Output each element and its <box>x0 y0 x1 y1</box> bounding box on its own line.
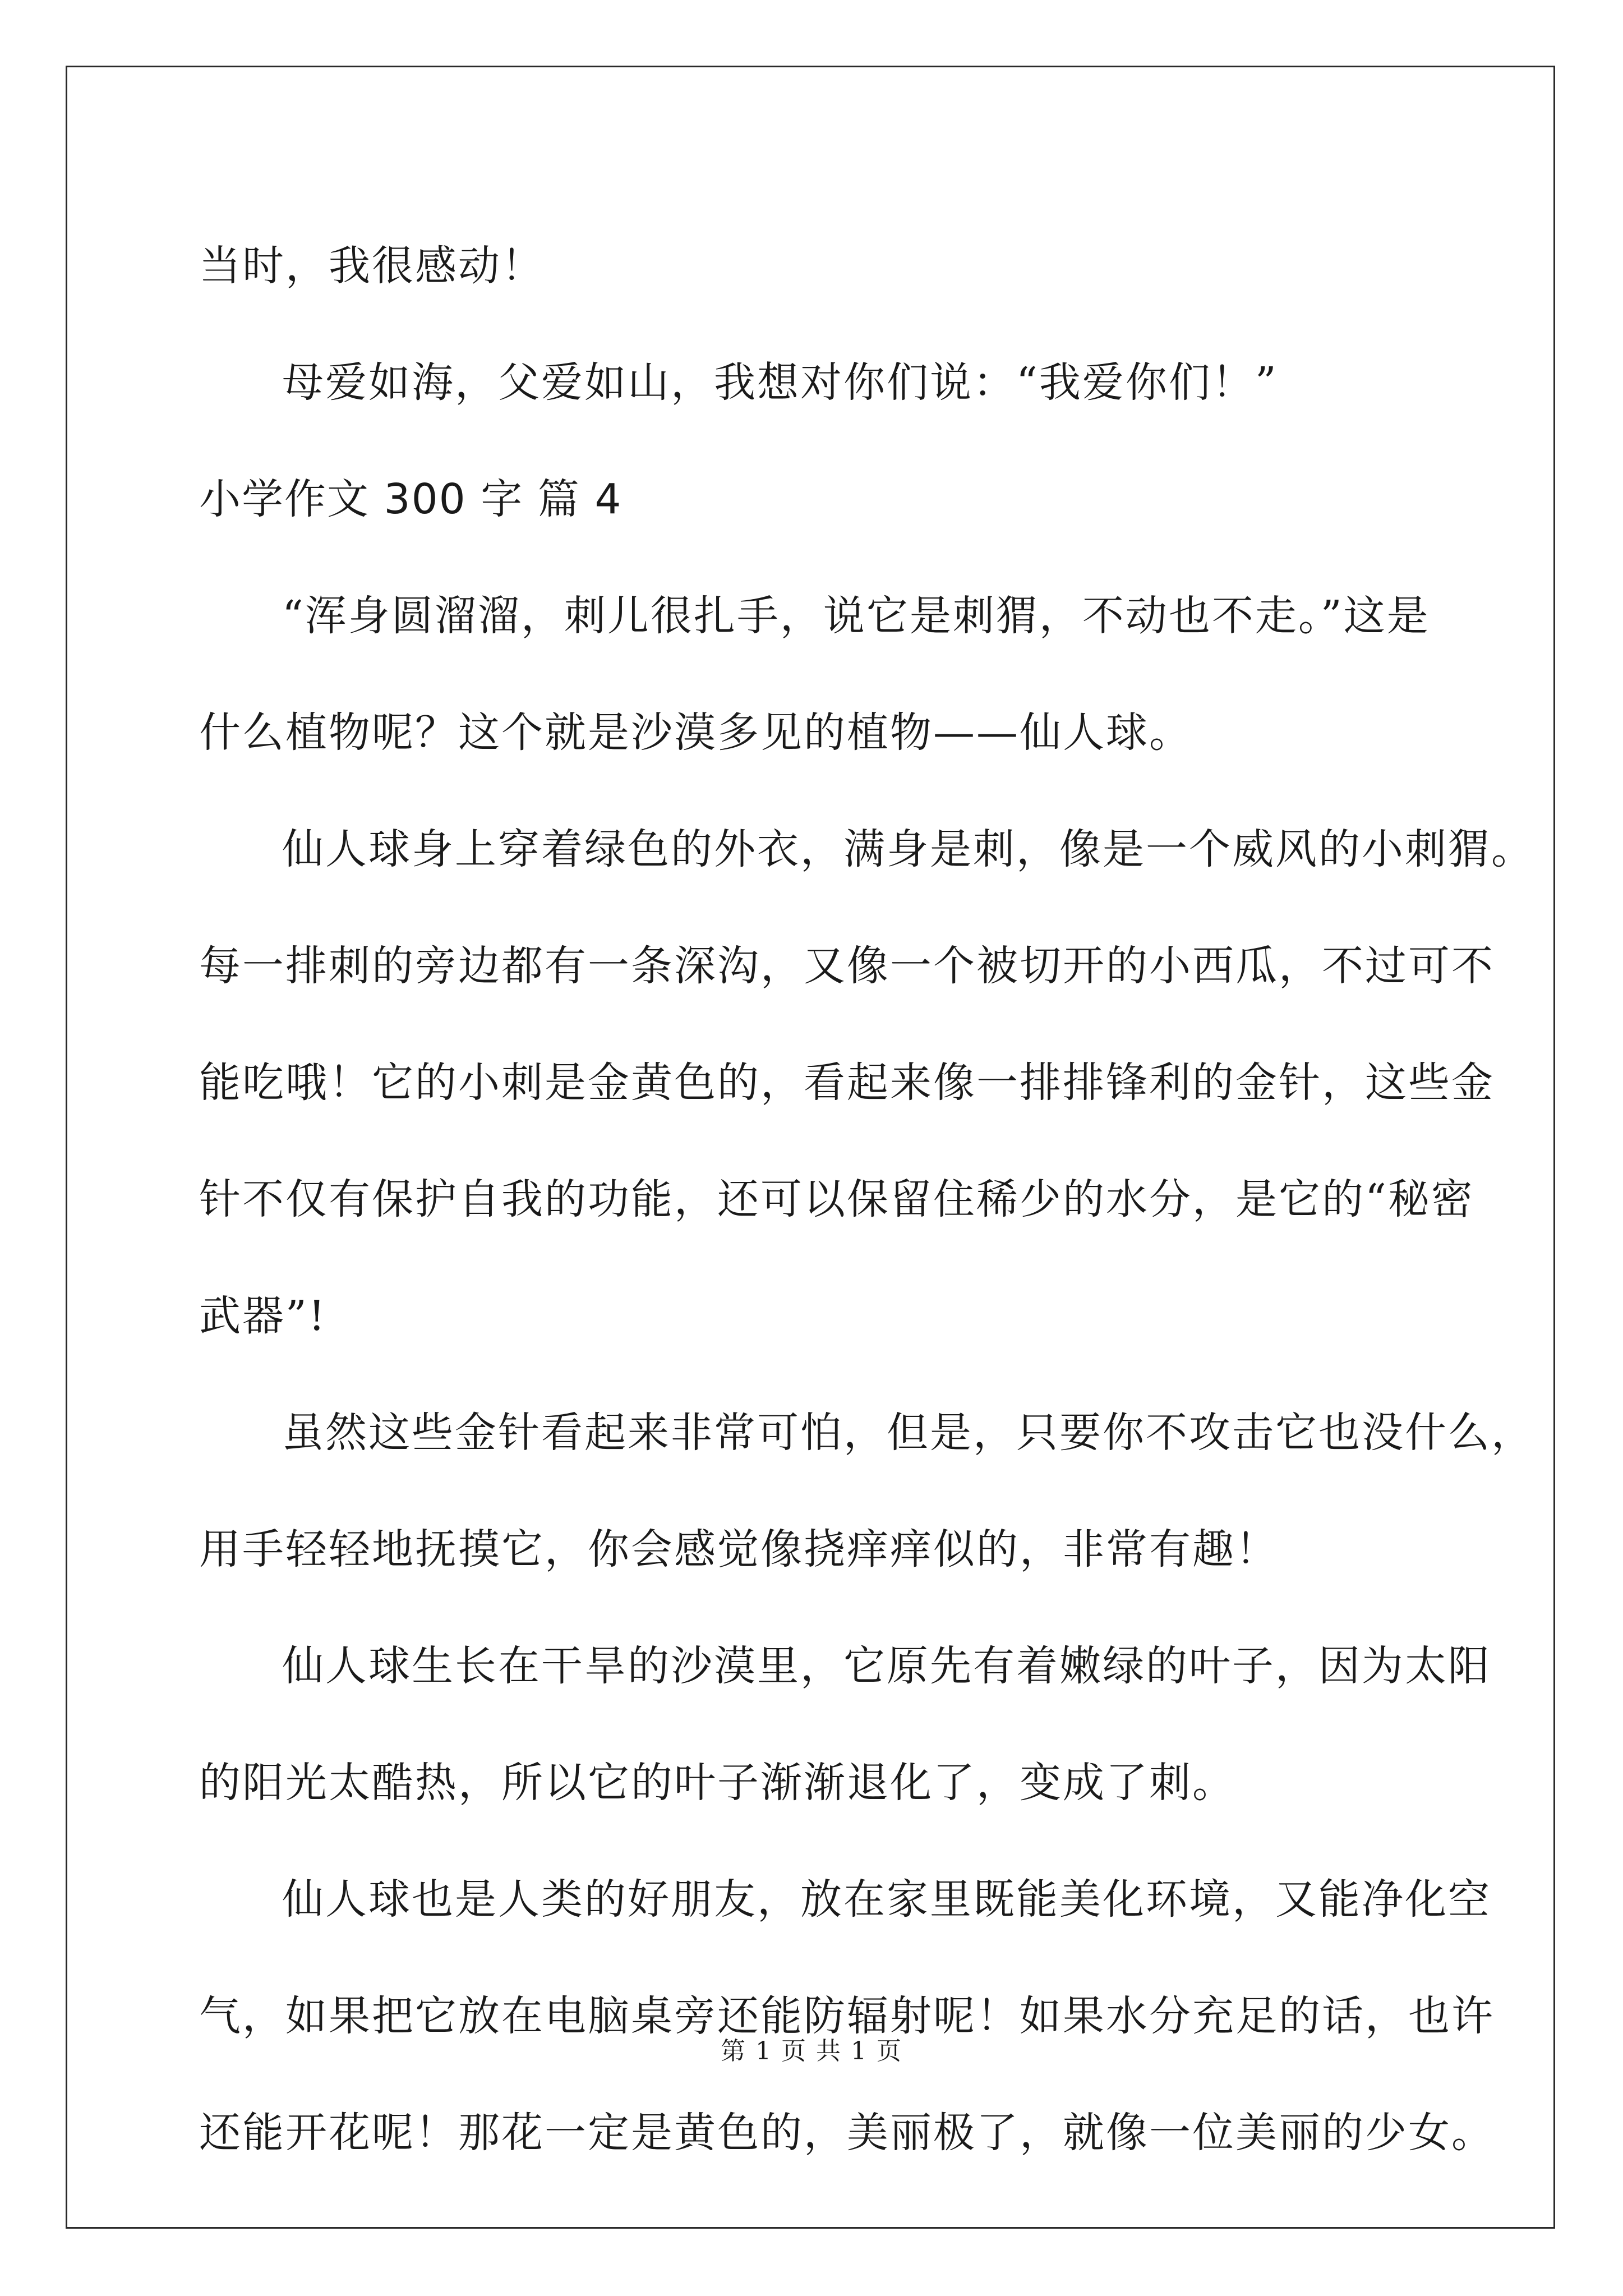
text-line: 能吃哦！它的小刺是金黄色的，看起来像一排排锋利的金针，这些金 <box>199 1059 1495 1107</box>
section-heading: 小学作文 300 字 篇 4 <box>199 475 623 523</box>
page-footer: 第 1 页 共 1 页 <box>721 2037 902 2065</box>
text-line: 气，如果把它放在电脑桌旁还能防辐射呢！如果水分充足的话，也许 <box>199 1992 1495 2040</box>
text-line: 虽然这些金针看起来非常可怕，但是，只要你不攻击它也没什么， <box>282 1409 1534 1457</box>
document-body <box>199 208 1534 2191</box>
text-line: 武器”! <box>199 1292 327 1340</box>
text-line: 仙人球身上穿着绿色的外衣，满身是刺，像是一个威风的小刺猬。 <box>282 825 1534 873</box>
text-line: 当时，我很感动！ <box>199 242 545 290</box>
text-line: 每一排刺的旁边都有一条深沟，又像一个被切开的小西瓜，不过可不 <box>199 942 1495 990</box>
text-line: 母爱如海，父爱如山，我想对你们说：“我爱你们！” <box>282 358 1278 407</box>
text-line: 的阳光太酷热，所以它的叶子渐渐退化了，变成了刺。 <box>199 1759 1235 1807</box>
text-line: 什么植物呢？这个就是沙漠多见的植物——仙人球。 <box>199 708 1192 757</box>
text-line: 仙人球也是人类的好朋友，放在家里既能美化环境，又能净化空 <box>282 1875 1491 1924</box>
text-line: 仙人球生长在干旱的沙漠里，它原先有着嫩绿的叶子，因为太阳 <box>282 1642 1491 1690</box>
text-line: “浑身圆溜溜，刺儿很扎手，说它是刺猬，不动也不走。”这是 <box>282 592 1430 640</box>
text-line: 用手轻轻地抚摸它，你会感觉像挠痒痒似的，非常有趣！ <box>199 1525 1279 1573</box>
text-line: 还能开花呢！那花一定是黄色的，美丽极了，就像一位美丽的少女。 <box>199 2109 1495 2157</box>
text-line: 针不仅有保护自我的功能，还可以保留住稀少的水分，是它的“秘密 <box>199 1175 1474 1223</box>
